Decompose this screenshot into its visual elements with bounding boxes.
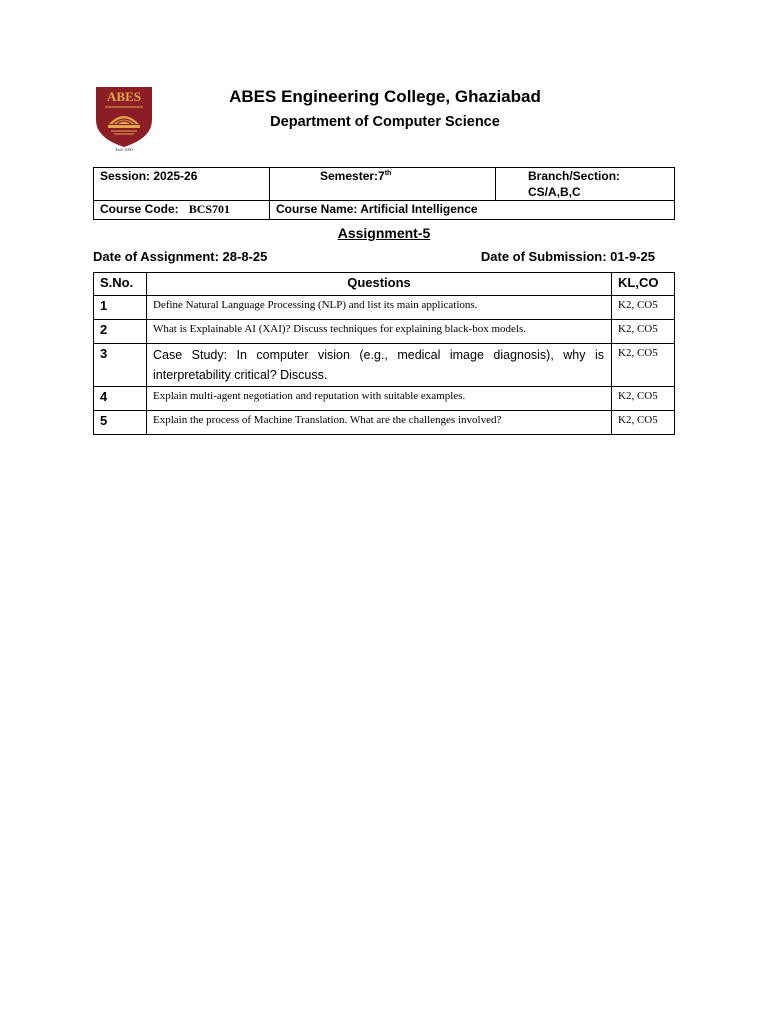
date-of-submission: Date of Submission: 01-9-25 — [480, 249, 655, 264]
table-row — [94, 387, 675, 411]
semester-cell — [270, 168, 496, 201]
questions-table — [93, 272, 675, 435]
header-questions: Questions — [147, 273, 612, 296]
semester-sup: th — [384, 170, 392, 177]
table-row — [94, 296, 675, 320]
assignment-title: Assignment-5 — [337, 225, 431, 241]
course-code-cell — [94, 201, 270, 220]
row-sno: 5 — [94, 411, 147, 435]
table-row — [94, 411, 675, 435]
row-sno: 3 — [94, 344, 147, 387]
course-name-text: Course Name: Artificial Intelligence — [276, 202, 478, 216]
table-row — [94, 344, 675, 387]
college-logo — [95, 86, 153, 156]
session-cell — [94, 168, 270, 201]
row-question: What is Explainable AI (XAI)? Discuss techniques for explaining black-box models. — [147, 320, 612, 344]
course-code-label: Course Code: — [100, 202, 179, 216]
row-klco: K2, CO5 — [612, 296, 675, 320]
course-name-cell — [270, 201, 675, 220]
row-question: Explain the process of Machine Translation. What are the challenges involved? — [147, 411, 612, 435]
branch-text: Branch/Section: CS/A,B,C — [528, 169, 621, 199]
logo-established: Estd. 2000 — [115, 147, 133, 152]
row-klco: K2, CO5 — [612, 344, 675, 387]
course-code-value: BCS701 — [188, 202, 231, 216]
row-sno: 1 — [94, 296, 147, 320]
row-question: Explain multi-agent negotiation and reputation with suitable examples. — [147, 387, 612, 411]
semester-text: Semester:7 — [320, 169, 385, 183]
branch-cell — [496, 168, 675, 201]
department-title: Department of Computer Science — [270, 114, 500, 130]
svg-text:ABES: ABES — [107, 89, 141, 104]
header-sno: S.No. — [94, 273, 147, 296]
table-header-row — [94, 273, 675, 296]
header-klco: KL,CO — [612, 273, 675, 296]
row-klco: K2, CO5 — [612, 387, 675, 411]
session-text: Session: 2025-26 — [100, 169, 198, 183]
row-klco: K2, CO5 — [612, 320, 675, 344]
row-sno: 2 — [94, 320, 147, 344]
info-row — [94, 168, 675, 201]
info-row — [94, 201, 675, 220]
table-row — [94, 320, 675, 344]
row-question: Case Study: In computer vision (e.g., medical image diagnosis), why is interpretability critical? Discuss. — [147, 344, 612, 387]
row-klco: K2, CO5 — [612, 411, 675, 435]
row-sno: 4 — [94, 387, 147, 411]
row-question: Define Natural Language Processing (NLP) and list its main applications. — [147, 296, 612, 320]
course-info-table — [93, 167, 675, 220]
college-crest-icon — [95, 86, 153, 148]
college-title: ABES Engineering College, Ghaziabad — [229, 87, 541, 106]
date-of-assignment: Date of Assignment: 28-8-25 — [93, 249, 268, 264]
